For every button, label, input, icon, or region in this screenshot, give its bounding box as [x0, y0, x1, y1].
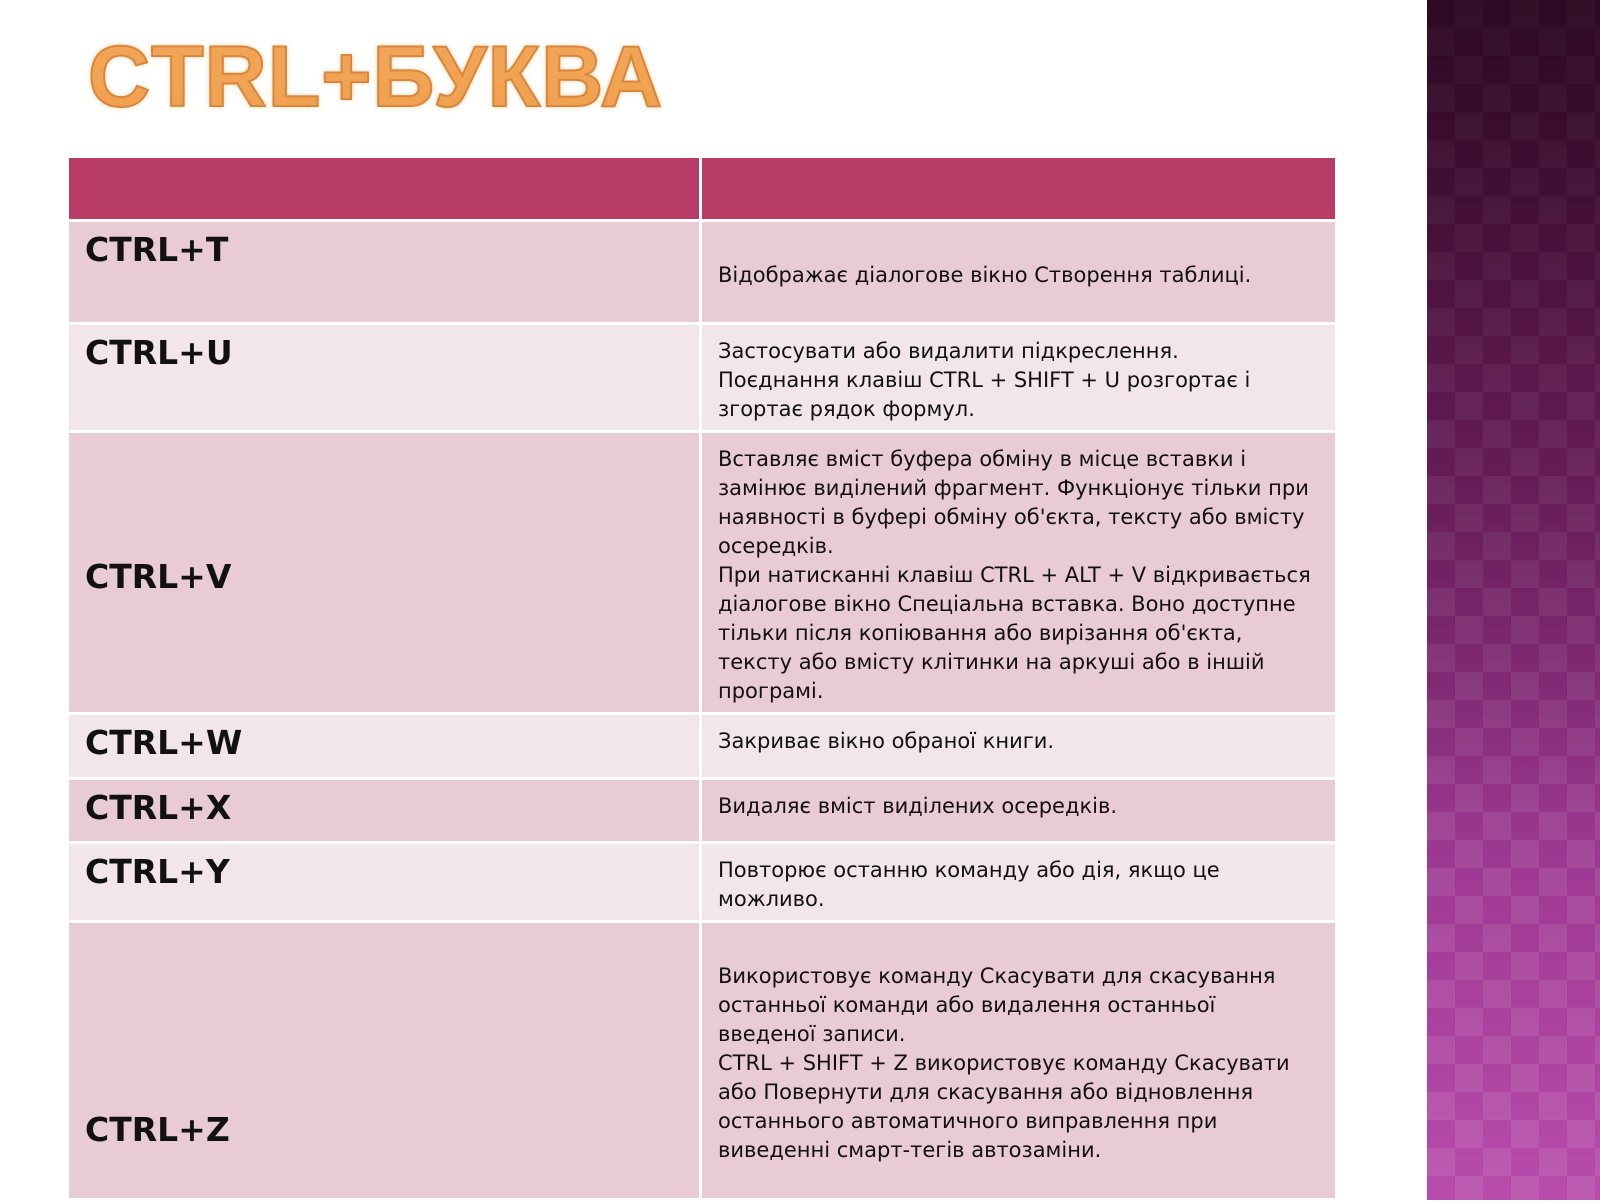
shortcut-table [69, 158, 1335, 1201]
shortcut-description: Вставляє вміст буфера обміну в місце вставки і замінює виділений фрагмент. Функціонує тільки при наявності в буфері обміну об'єкта, тексту або вмісту осередків. При натисканні клавіш CTRL + ALT + V відкривається діалогове вікно Спеціальна вставка. Воно доступне тільки після копіювання або вирізання об'єкта, тексту або вмісту клітинки на аркуші або в іншій програмі. [702, 433, 1335, 715]
table-row [69, 433, 1335, 715]
shortcut-description: Відображає діалогове вікно Створення таблиці. [702, 222, 1335, 325]
table-header-row [69, 158, 1335, 222]
slide-title: CTRL+БУКВА [88, 29, 664, 125]
shortcut-key: CTRL+W [69, 715, 702, 780]
header-cell-key [69, 158, 702, 222]
shortcut-description: Використовує команду Скасувати для скасування останньої команди або видалення останньої введеної записи. CTRL + SHIFT + Z використовує команду Скасувати або Повернути для скасування або відновлення останнього автоматичного виправлення при виведенні смарт-тегів автозаміни. [702, 923, 1335, 1201]
shortcut-key: CTRL+T [69, 222, 702, 325]
table-row [69, 844, 1335, 923]
shortcut-description: Повторює останню команду або дія, якщо це можливо. [702, 844, 1335, 923]
shortcut-key: CTRL+U [69, 325, 702, 433]
shortcut-key: CTRL+X [69, 780, 702, 844]
shortcut-description: Видаляє вміст виділених осередків. [702, 780, 1335, 844]
header-cell-desc [702, 158, 1335, 222]
shortcut-description: Закриває вікно обраної книги. [702, 715, 1335, 780]
decorative-side-panel [1427, 0, 1600, 1200]
table-row [69, 923, 1335, 1201]
shortcut-key: CTRL+Y [69, 844, 702, 923]
shortcut-key: CTRL+V [69, 433, 702, 715]
table-row [69, 715, 1335, 780]
table-row [69, 222, 1335, 325]
table-row [69, 780, 1335, 844]
shortcut-key: CTRL+Z [69, 923, 702, 1201]
table-row [69, 325, 1335, 433]
shortcut-description: Застосувати або видалити підкреслення. Поєднання клавіш CTRL + SHIFT + U розгортає і згортає рядок формул. [702, 325, 1335, 433]
